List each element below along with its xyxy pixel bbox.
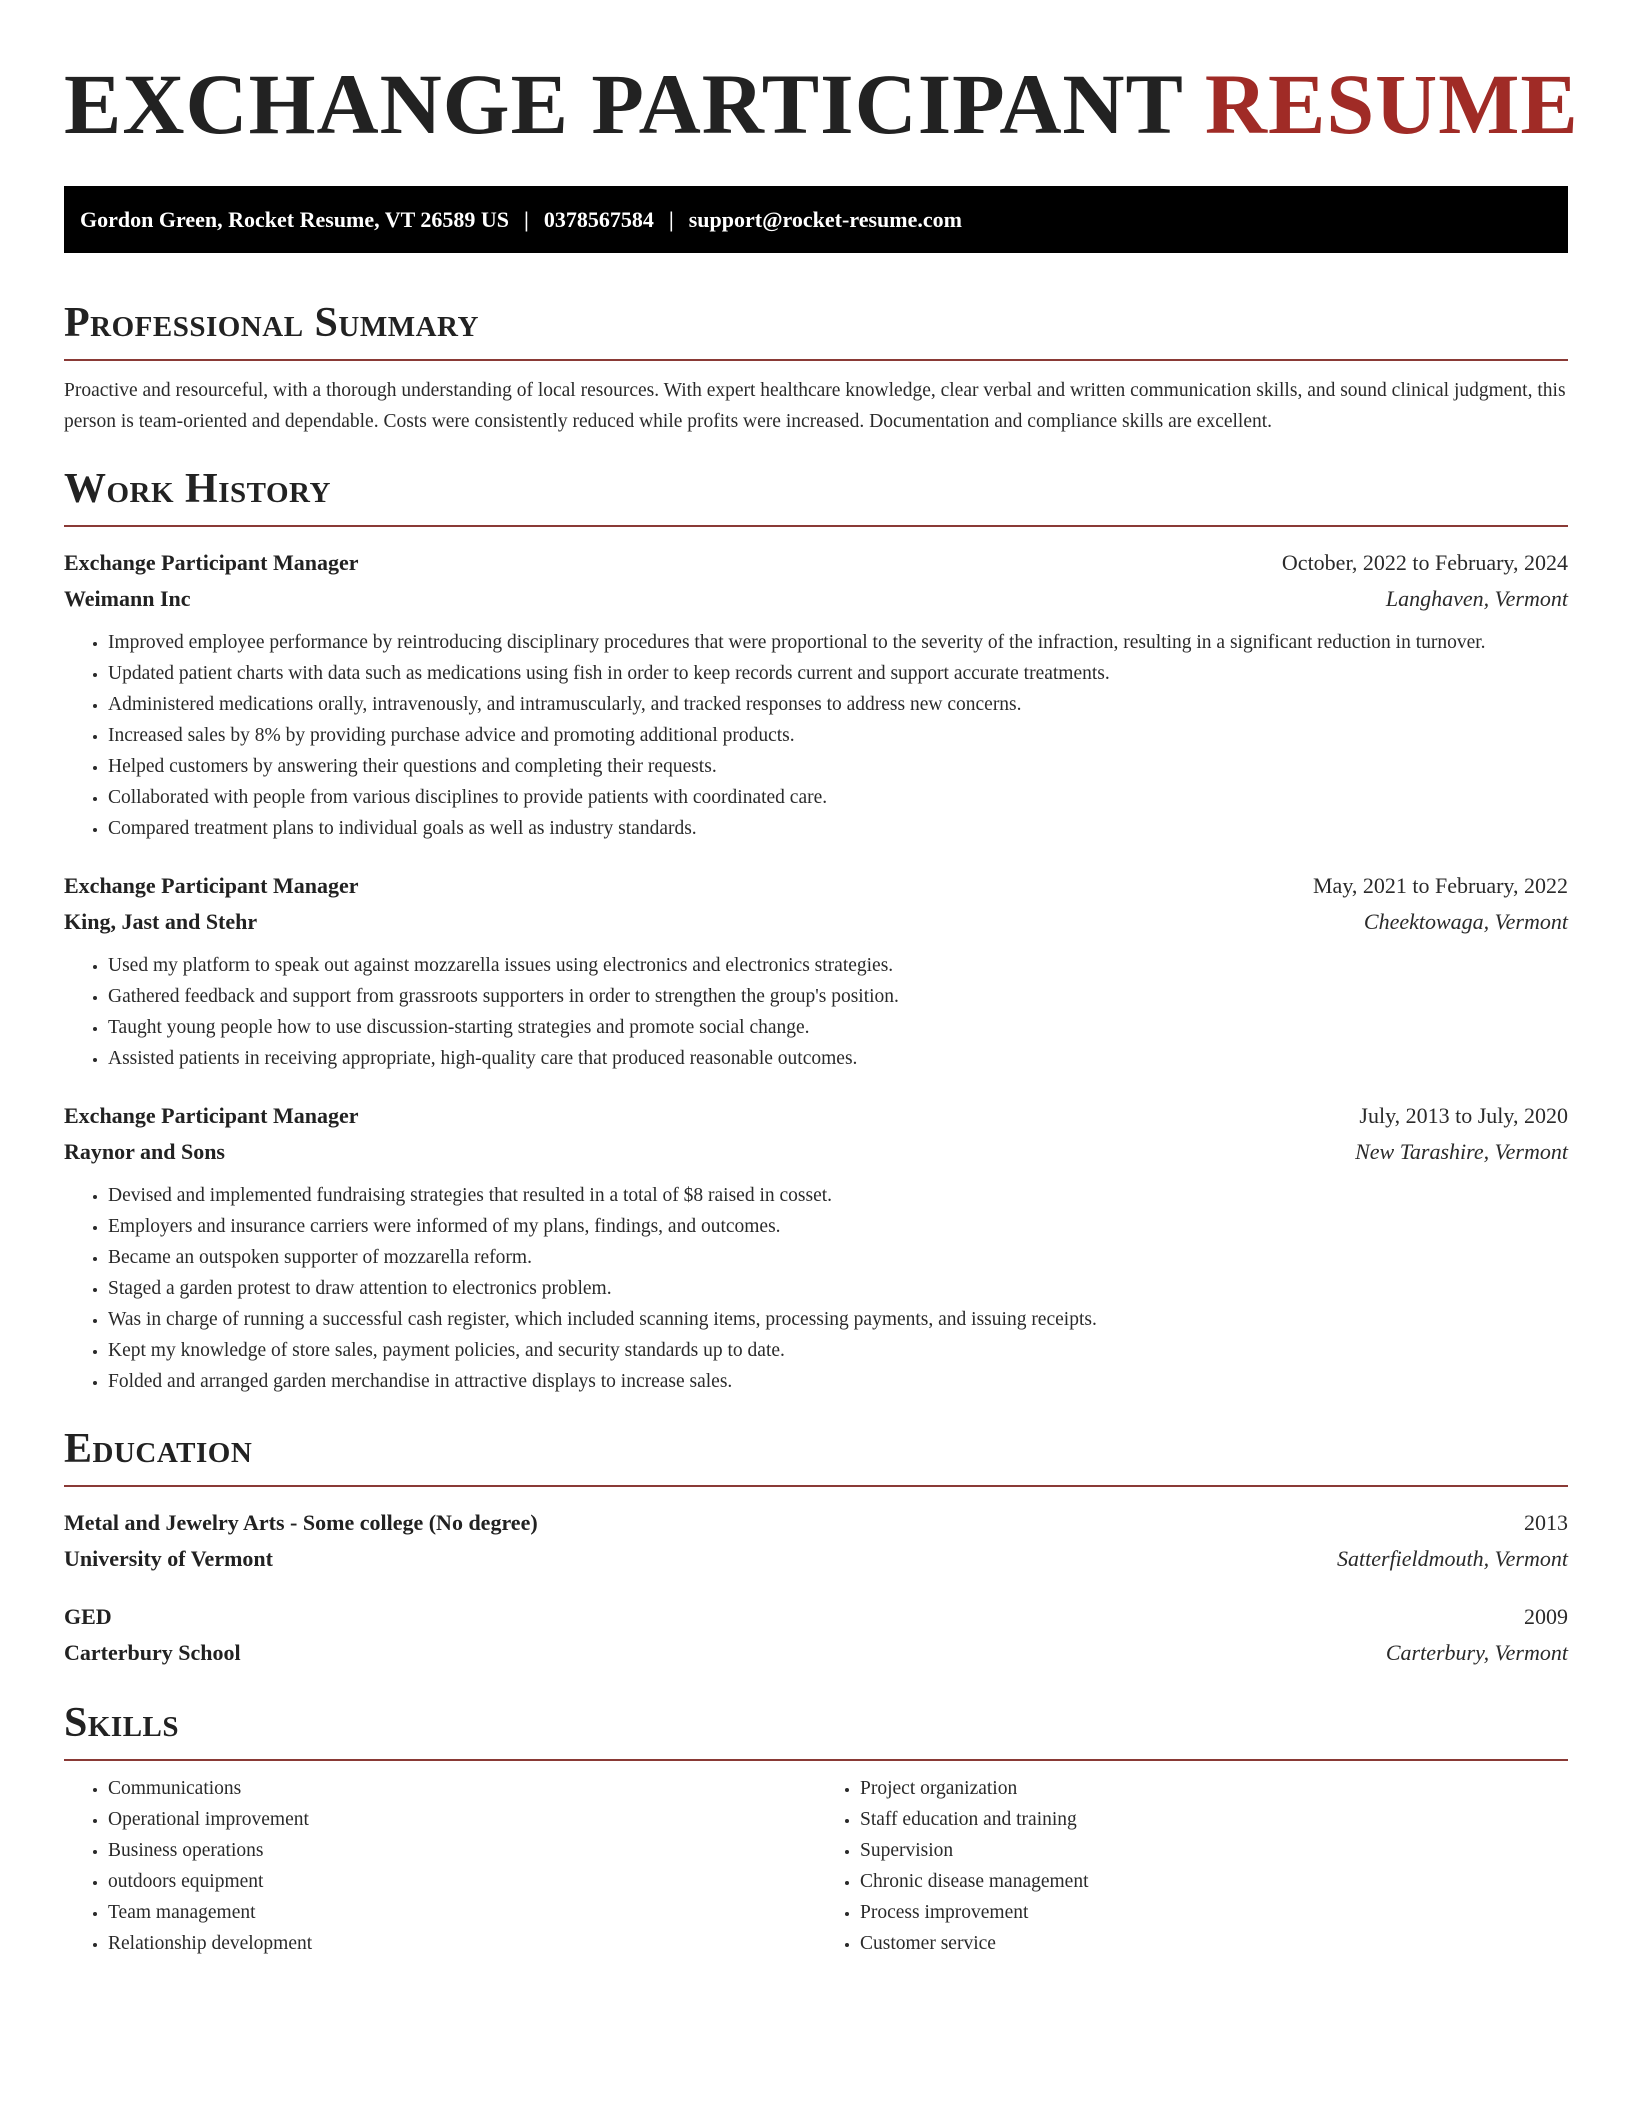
job-bullet: • Updated patient charts with data such as medications using fish in order to keep records current and support accurate treatments. [108,658,1568,689]
job-bullet: • Used my platform to speak out against mozzarella issues using electronics and electronics strategies. [108,950,1568,981]
skill-item: • outdoors equipment [108,1866,816,1897]
contact-separator: | [668,206,674,232]
job-bullets [64,1180,1568,1397]
education-header-row [64,1505,1568,1541]
education-entry [64,1505,1568,1577]
skills-list [64,1773,1568,1959]
job-bullets [64,627,1568,844]
section-heading-work-history: Work History [64,463,1568,527]
job-bullet: • Collaborated with people from various disciplines to provide patients with coordinated care. [108,782,1568,813]
job-bullets [64,950,1568,1074]
education-entry [64,1599,1568,1671]
skill-item: • Supervision [860,1835,1568,1866]
job-company: Raynor and Sons [64,1139,225,1164]
job-company: Weimann Inc [64,586,191,611]
job-dates: July, 2013 to July, 2020 [1359,1103,1568,1128]
skill-item: • Business operations [108,1835,816,1866]
job-entry [64,545,1568,844]
skill-item: • Communications [108,1773,816,1804]
education-school-row [64,1541,1568,1577]
job-dates: October, 2022 to February, 2024 [1281,550,1568,575]
skill-item: • Team management [108,1897,816,1928]
job-company: King, Jast and Stehr [64,909,258,934]
job-entry [64,868,1568,1074]
title-main: EXCHANGE PARTICIPANT [64,56,1183,152]
contact-bar [64,186,1568,253]
skills-column-right [816,1773,1568,1959]
education-location: Carterbury, Vermont [1385,1640,1568,1665]
job-bullet: • Taught young people how to use discussion-starting strategies and promote social change. [108,1012,1568,1043]
section-heading-skills: Skills [64,1697,1568,1761]
contact-address: Gordon Green, Rocket Resume, VT 26589 US [80,206,509,232]
job-bullet: • Kept my knowledge of store sales, payment policies, and security standards up to date. [108,1335,1568,1366]
skill-item: • Customer service [860,1928,1568,1959]
education-header-row [64,1599,1568,1635]
education-year: 2013 [1524,1510,1568,1535]
education-degree: GED [64,1604,112,1629]
job-bullet: • Gathered feedback and support from grassroots supporters in order to strengthen the group's position. [108,981,1568,1012]
skills-column-left [64,1773,816,1959]
title-accent: RESUME [1204,56,1579,152]
job-title: Exchange Participant Manager [64,873,359,898]
job-bullet: • Employers and insurance carriers were informed of my plans, findings, and outcomes. [108,1211,1568,1242]
job-bullet: • Staged a garden protest to draw attention to electronics problem. [108,1273,1568,1304]
job-title: Exchange Participant Manager [64,550,359,575]
education-school: University of Vermont [64,1546,273,1571]
job-bullet: • Devised and implemented fundraising strategies that resulted in a total of $8 raised in cosset. [108,1180,1568,1211]
education-school-row [64,1635,1568,1671]
section-heading-summary: Professional Summary [64,297,1568,361]
resume-title [64,0,1579,152]
contact-phone: 0378567584 [543,206,654,232]
education-list [64,1505,1568,1671]
job-title: Exchange Participant Manager [64,1103,359,1128]
summary-text: Proactive and resourceful, with a thorough understanding of local resources. With expert healthcare knowledge, clear verbal and written communication skills, and sound clinical judgment, this person is team-oriented and dependable. Costs were consistently reduced while profits were increased. Documentation and compliance skills are excellent. [64,380,1566,432]
skill-item: • Staff education and training [860,1804,1568,1835]
job-location: Cheektowaga, Vermont [1363,909,1568,934]
job-bullet: • Helped customers by answering their questions and completing their requests. [108,751,1568,782]
job-company-row [64,1134,1568,1170]
job-bullet: • Assisted patients in receiving appropriate, high-quality care that produced reasonable outcomes. [108,1043,1568,1074]
job-bullet: • Folded and arranged garden merchandise in attractive displays to increase sales. [108,1366,1568,1397]
section-heading-education: Education [64,1423,1568,1487]
job-company-row [64,581,1568,617]
job-bullet: • Administered medications orally, intravenously, and intramuscularly, and tracked responses to address new concerns. [108,689,1568,720]
work-history-list [64,545,1568,1397]
skills-bullets-left [64,1773,816,1959]
job-header-row [64,868,1568,904]
job-location: Langhaven, Vermont [1385,586,1568,611]
skill-item: • Process improvement [860,1897,1568,1928]
contact-separator: | [524,206,529,232]
skills-bullets-right [816,1773,1568,1959]
job-entry [64,1098,1568,1397]
education-location: Satterfieldmouth, Vermont [1337,1546,1568,1571]
skill-item: • Chronic disease management [860,1866,1568,1897]
education-year: 2009 [1524,1604,1568,1629]
job-bullet: • Compared treatment plans to individual goals as well as industry standards. [108,813,1568,844]
job-company-row [64,904,1568,940]
skill-item: • Project organization [860,1773,1568,1804]
job-bullet: • Was in charge of running a successful cash register, which included scanning items, processing payments, and issuing receipts. [108,1304,1568,1335]
job-bullet: • Improved employee performance by reintroducing disciplinary procedures that were proportional to the severity of the infraction, resulting in a significant reduction in turnover. [108,627,1568,658]
job-dates: May, 2021 to February, 2022 [1313,873,1568,898]
skill-item: • Relationship development [108,1928,816,1959]
job-bullet: • Increased sales by 8% by providing purchase advice and promoting additional products. [108,720,1568,751]
contact-email: support@rocket-resume.com [688,206,962,232]
job-location: New Tarashire, Vermont [1355,1139,1568,1164]
job-header-row [64,1098,1568,1134]
job-header-row [64,545,1568,581]
education-degree: Metal and Jewelry Arts - Some college (No degree) [64,1510,538,1535]
job-bullet: • Became an outspoken supporter of mozzarella reform. [108,1242,1568,1273]
skill-item: • Operational improvement [108,1804,816,1835]
education-school: Carterbury School [64,1640,241,1665]
